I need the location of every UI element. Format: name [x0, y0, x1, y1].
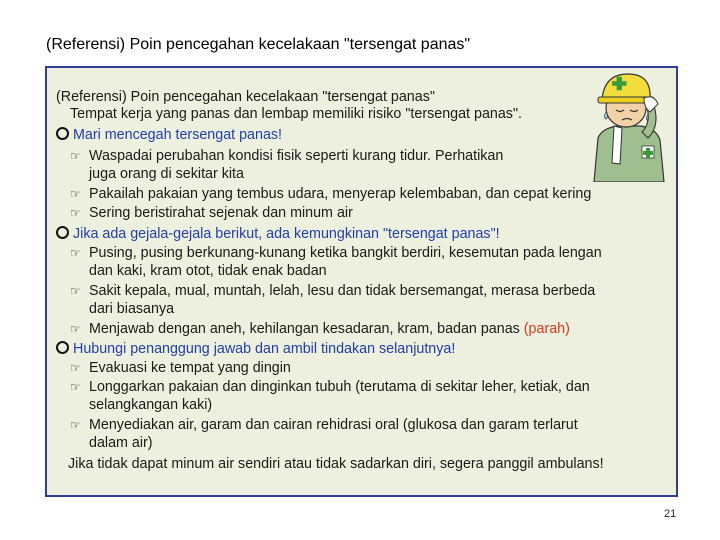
slide-title: (Referensi) Poin pencegahan kecelakaan "tersengat panas" [46, 36, 471, 53]
hand-pointer-icon: ☞ [70, 322, 81, 336]
hollow-circle-icon [56, 226, 69, 239]
list-item [70, 245, 602, 262]
sweating-worker-illustration [588, 68, 670, 182]
page-number: 21 [664, 508, 677, 520]
section-title-text: Hubungi penanggung jawab dan ambil tindakan selanjutnya! [73, 341, 456, 357]
section-title [56, 226, 500, 243]
section-title-text: Jika ada gejala-gejala berikut, ada kemungkinan "tersengat panas"! [73, 226, 500, 242]
list-item-text: Longgarkan pakaian dan dinginkan tubuh (terutama di sekitar leher, ketiak, dan [89, 379, 590, 395]
list-item-text: Menjawab dengan aneh, kehilangan kesadaran, kram, badan panas [89, 321, 524, 337]
list-item-continuation: dari biasanya [89, 301, 175, 317]
list-item [70, 321, 570, 338]
closing-note: Jika tidak dapat minum air sendiri atau tidak sadarkan diri, segera panggil ambulans! [68, 456, 604, 472]
list-item [70, 186, 591, 203]
hand-pointer-icon: ☞ [70, 149, 81, 163]
hollow-circle-icon [56, 127, 69, 140]
list-item [70, 283, 595, 300]
list-item [70, 360, 291, 377]
hand-pointer-icon: ☞ [70, 187, 81, 201]
list-item-text: Sering beristirahat sejenak dan minum air [89, 205, 353, 221]
hand-pointer-icon: ☞ [70, 246, 81, 260]
list-item-continuation: dalam air) [89, 435, 153, 451]
hand-pointer-icon: ☞ [70, 361, 81, 375]
hand-pointer-icon: ☞ [70, 380, 81, 394]
list-item-text: Pusing, pusing berkunang-kunang ketika bangkit berdiri, kesemutan pada lengan [89, 245, 602, 261]
list-item-text: Sakit kepala, mual, muntah, lelah, lesu dan tidak bersemangat, merasa berbeda [89, 283, 596, 299]
hand-pointer-icon: ☞ [70, 284, 81, 298]
list-item-text: Menyediakan air, garam dan cairan rehidrasi oral (glukosa dan garam terlarut [89, 417, 578, 433]
list-item-continuation: selangkangan kaki) [89, 397, 213, 413]
list-item [70, 379, 590, 396]
list-item-continuation: dan kaki, kram otot, tidak enak badan [89, 263, 327, 279]
list-item [70, 148, 503, 165]
list-item-text: Waspadai perubahan kondisi fisik seperti kurang tidur. Perhatikan [89, 148, 504, 164]
severity-emphasis: (parah) [523, 321, 570, 337]
hollow-circle-icon [56, 341, 69, 354]
hand-pointer-icon: ☞ [70, 418, 81, 432]
hand-pointer-icon: ☞ [70, 206, 81, 220]
list-item-text: Evakuasi ke tempat yang dingin [89, 360, 291, 376]
list-item [70, 417, 578, 434]
section-title-text: Mari mencegah tersengat panas! [73, 127, 283, 143]
list-item-continuation: juga orang di sekitar kita [89, 166, 244, 182]
panel-heading: (Referensi) Poin pencegahan kecelakaan "tersengat panas" [56, 89, 435, 105]
section-title [56, 341, 455, 358]
section-title [56, 127, 282, 144]
panel-intro: Tempat kerja yang panas dan lembap memiliki risiko "tersengat panas". [70, 106, 522, 122]
list-item-text: Pakailah pakaian yang tembus udara, menyerap kelembaban, dan cepat kering [89, 186, 592, 202]
list-item [70, 205, 353, 222]
